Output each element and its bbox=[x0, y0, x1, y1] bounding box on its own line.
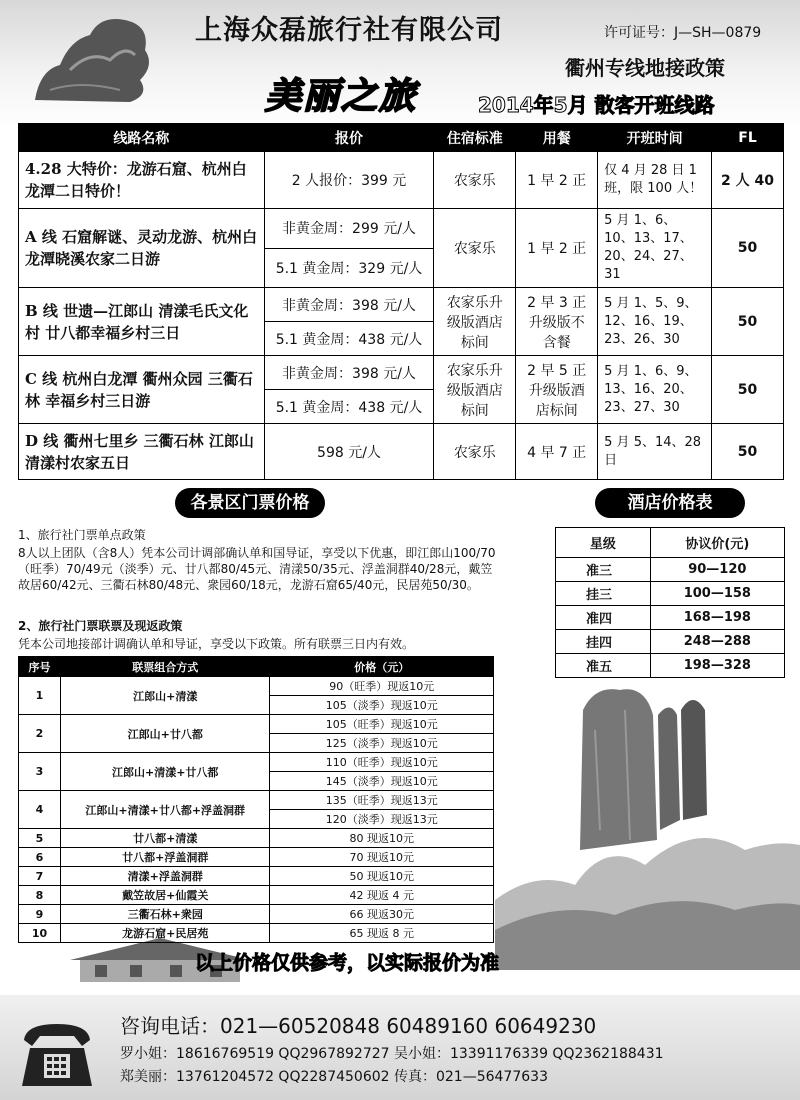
ticket-row bbox=[19, 848, 494, 867]
route-schedule: 5 月 5、14、28 日 bbox=[598, 424, 712, 480]
route-fl: 50 bbox=[712, 356, 784, 424]
telephone-icon bbox=[18, 1018, 96, 1090]
routes-header-row bbox=[19, 124, 784, 152]
ticket-row bbox=[19, 829, 494, 848]
header-price: 报价 bbox=[264, 124, 434, 152]
route-price-golden: 5.1 黄金周：438 元/人 bbox=[264, 390, 434, 424]
ticket-combo: 戴笠故居+仙霞关 bbox=[60, 886, 270, 905]
hotel-section-title: 酒店价格表 bbox=[595, 488, 745, 518]
ticket-header-row bbox=[19, 657, 494, 677]
policy-text-2: 凭本公司地接部计调确认单和导证，享受以下政策。所有联票三日内有效。 bbox=[18, 637, 415, 651]
ticket-combo: 江郎山+清漾+廿八都 bbox=[60, 753, 270, 791]
header-schedule: 开班时间 bbox=[598, 124, 712, 152]
ticket-price: 80 现返10元 bbox=[270, 829, 494, 848]
route-meal: 2 早 5 正升级版酒店标间 bbox=[516, 356, 598, 424]
ticket-price: 120（淡季）现返13元 bbox=[270, 810, 494, 829]
hotel-row bbox=[556, 558, 785, 582]
route-meal: 4 早 7 正 bbox=[516, 424, 598, 480]
route-row bbox=[19, 356, 784, 390]
route-fl: 50 bbox=[712, 424, 784, 480]
route-title: 2014年5月 散客开班线路 bbox=[478, 93, 715, 117]
ticket-header-combo: 联票组合方式 bbox=[60, 657, 270, 677]
route-schedule: 5 月 1、5、9、12、16、19、23、26、30 bbox=[598, 288, 712, 356]
hotel-row bbox=[556, 630, 785, 654]
route-schedule: 5 月 1、6、10、13、17、20、24、27、31 bbox=[598, 209, 712, 288]
route-stay: 农家乐升级版酒店标间 bbox=[434, 356, 516, 424]
route-fl: 50 bbox=[712, 288, 784, 356]
hotel-star: 挂四 bbox=[556, 630, 651, 654]
hotel-star: 准四 bbox=[556, 606, 651, 630]
route-stay: 农家乐 bbox=[434, 424, 516, 480]
route-row bbox=[19, 152, 784, 209]
ticket-row bbox=[19, 753, 494, 772]
ticket-combo-table bbox=[18, 656, 494, 943]
ticket-combo: 江郎山+清漾+廿八都+浮盖洞群 bbox=[60, 791, 270, 829]
hotel-row bbox=[556, 606, 785, 630]
disclaimer-note: 以上价格仅供参考，以实际报价为准 bbox=[195, 952, 500, 974]
route-meal: 1 早 2 正 bbox=[516, 209, 598, 288]
company-name: 上海众磊旅行社有限公司 bbox=[195, 15, 503, 46]
ticket-combo: 廿八都+清漾 bbox=[60, 829, 270, 848]
ticket-price: 105（旺季）现返10元 bbox=[270, 715, 494, 734]
ticket-row bbox=[19, 791, 494, 810]
ticket-header-price: 价格（元） bbox=[270, 657, 494, 677]
route-meal: 1 早 2 正 bbox=[516, 152, 598, 209]
ticket-no: 5 bbox=[19, 829, 61, 848]
ticket-no: 1 bbox=[19, 677, 61, 715]
ticket-combo: 江郎山+清漾 bbox=[60, 677, 270, 715]
header-route-name: 线路名称 bbox=[19, 124, 265, 152]
ticket-row bbox=[19, 715, 494, 734]
ticket-no: 10 bbox=[19, 924, 61, 943]
ticket-combo: 龙游石窟+民居苑 bbox=[60, 924, 270, 943]
header-meal: 用餐 bbox=[516, 124, 598, 152]
ticket-row bbox=[19, 677, 494, 696]
contact-line-3: 郑美丽：13761204572 QQ2287450602 传真：021—56477633 bbox=[120, 1069, 548, 1085]
hotel-header-price: 协议价(元) bbox=[650, 528, 784, 558]
route-name: C 线 杭州白龙潭 衢州众园 三衢石林 幸福乡村三日游 bbox=[19, 356, 265, 424]
route-schedule: 5 月 1、6、9、13、16、20、23、27、30 bbox=[598, 356, 712, 424]
hotel-price: 100—158 bbox=[650, 582, 784, 606]
routes-table bbox=[18, 123, 784, 480]
mountain-landscape-image bbox=[495, 670, 800, 970]
route-row bbox=[19, 424, 784, 480]
policy-heading-1: 1、旅行社门票单点政策 bbox=[18, 528, 146, 542]
route-row bbox=[19, 209, 784, 249]
ticket-row bbox=[19, 886, 494, 905]
route-name: A 线 石窟解谜、灵动龙游、杭州白龙潭晓溪农家二日游 bbox=[19, 209, 265, 288]
header-stay: 住宿标准 bbox=[434, 124, 516, 152]
policy-text-1: 8人以上团队（含8人）凭本公司计调部确认单和国导证，享受以下优惠，即江郎山100/70（旺季）70/49元（淡季）元、廿八都80/45元、清漾50/35元、浮盖洞群40/28元，戴笠故居60/42元、三衢石林80/48元、衆园60/18元，龙游石窟65/40元，民居苑50/30。 bbox=[18, 546, 496, 592]
ticket-no: 2 bbox=[19, 715, 61, 753]
brand-title: 美丽之旅 bbox=[265, 75, 418, 117]
route-fl: 50 bbox=[712, 209, 784, 288]
policy-heading-2: 2、旅行社门票联票及现返政策 bbox=[18, 619, 183, 633]
route-name: B 线 世遗—江郎山 清漾毛氏文化村 廿八都幸福乡村三日 bbox=[19, 288, 265, 356]
ticket-price: 110（旺季）现返10元 bbox=[270, 753, 494, 772]
route-name: 4.28 大特价：龙游石窟、杭州白龙潭二日特价！ bbox=[19, 152, 265, 209]
ticket-price: 90（旺季）现返10元 bbox=[270, 677, 494, 696]
hotel-price-table bbox=[555, 527, 785, 678]
rock-sculpture-image bbox=[30, 10, 160, 105]
ticket-no: 7 bbox=[19, 867, 61, 886]
ticket-price: 105（淡季）现返10元 bbox=[270, 696, 494, 715]
hotel-star: 准三 bbox=[556, 558, 651, 582]
hotel-price: 198—328 bbox=[650, 654, 784, 678]
route-fl: 2 人 40 bbox=[712, 152, 784, 209]
hotel-header-row bbox=[556, 528, 785, 558]
ticket-price: 66 现返30元 bbox=[270, 905, 494, 924]
hotel-star: 准五 bbox=[556, 654, 651, 678]
route-stay: 农家乐 bbox=[434, 209, 516, 288]
ticket-combo: 清漾+浮盖洞群 bbox=[60, 867, 270, 886]
hotel-price: 168—198 bbox=[650, 606, 784, 630]
ticket-price: 145（淡季）现返10元 bbox=[270, 772, 494, 791]
ticket-price: 125（淡季）现返10元 bbox=[270, 734, 494, 753]
ticket-combo: 江郎山+廿八都 bbox=[60, 715, 270, 753]
route-stay: 农家乐 bbox=[434, 152, 516, 209]
route-meal: 2 早 3 正升级版不含餐 bbox=[516, 288, 598, 356]
ticket-combo: 三衢石林+衆园 bbox=[60, 905, 270, 924]
hotel-star: 挂三 bbox=[556, 582, 651, 606]
route-price-normal: 非黄金周：299 元/人 bbox=[264, 209, 434, 249]
header-fl: FL bbox=[712, 124, 784, 152]
route-name: D 线 衢州七里乡 三衢石林 江郎山 清漾村农家五日 bbox=[19, 424, 265, 480]
route-price-golden: 5.1 黄金周：329 元/人 bbox=[264, 248, 434, 288]
ticket-price: 42 现返 4 元 bbox=[270, 886, 494, 905]
ticket-no: 8 bbox=[19, 886, 61, 905]
ticket-row bbox=[19, 867, 494, 886]
ticket-no: 6 bbox=[19, 848, 61, 867]
route-price: 2 人报价：399 元 bbox=[264, 152, 434, 209]
route-row bbox=[19, 288, 784, 322]
route-price: 598 元/人 bbox=[264, 424, 434, 480]
ticket-price: 65 现返 8 元 bbox=[270, 924, 494, 943]
hotel-header-star: 星级 bbox=[556, 528, 651, 558]
license-number: 许可证号：J—SH—0879 bbox=[604, 25, 762, 41]
ticket-no: 3 bbox=[19, 753, 61, 791]
route-schedule: 仅 4 月 28 日 1 班，限 100 人！ bbox=[598, 152, 712, 209]
ticket-price: 50 现返10元 bbox=[270, 867, 494, 886]
ticket-row bbox=[19, 905, 494, 924]
contact-line-2: 罗小姐：18616769519 QQ2967892727 吴小姐：13391176339 QQ2362188431 bbox=[120, 1046, 664, 1062]
ticket-row bbox=[19, 924, 494, 943]
route-stay: 农家乐升级版酒店标间 bbox=[434, 288, 516, 356]
ticket-header-no: 序号 bbox=[19, 657, 61, 677]
hotel-price: 248—288 bbox=[650, 630, 784, 654]
ticket-no: 9 bbox=[19, 905, 61, 924]
tickets-section-title: 各景区门票价格 bbox=[175, 488, 325, 518]
hotel-row bbox=[556, 582, 785, 606]
ticket-combo: 廿八都+浮盖洞群 bbox=[60, 848, 270, 867]
contact-hotline: 咨询电话：021—60520848 60489160 60649230 bbox=[120, 1014, 597, 1038]
hotel-price: 90—120 bbox=[650, 558, 784, 582]
route-price-golden: 5.1 黄金周：438 元/人 bbox=[264, 322, 434, 356]
route-price-normal: 非黄金周：398 元/人 bbox=[264, 356, 434, 390]
subtitle: 衢州专线地接政策 bbox=[565, 56, 725, 80]
ticket-no: 4 bbox=[19, 791, 61, 829]
route-price-normal: 非黄金周：398 元/人 bbox=[264, 288, 434, 322]
ticket-price: 70 现返10元 bbox=[270, 848, 494, 867]
ticket-price: 135（旺季）现返13元 bbox=[270, 791, 494, 810]
